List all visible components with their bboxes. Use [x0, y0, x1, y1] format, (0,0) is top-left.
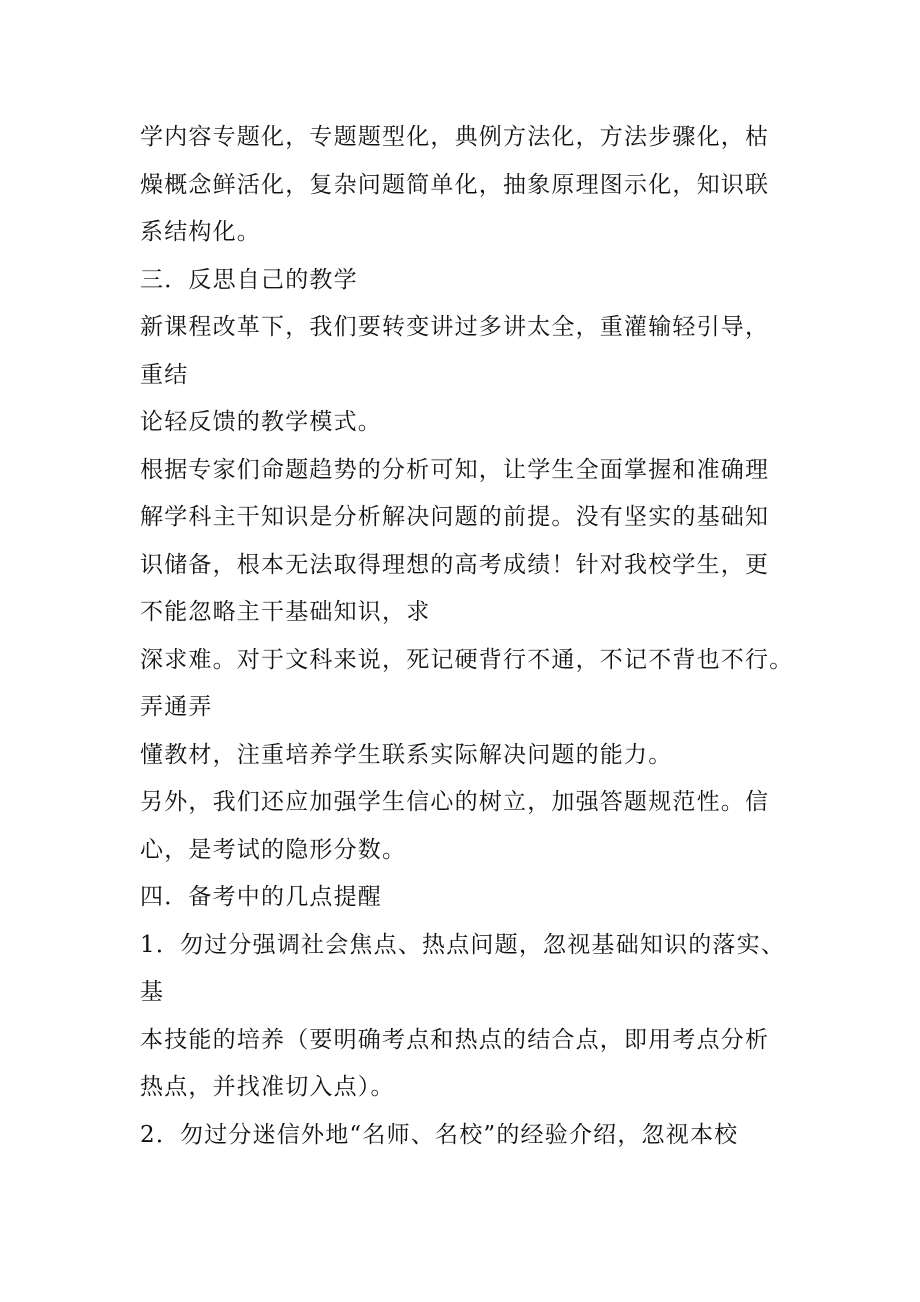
text-line: 不能忽略主干基础知识，求: [140, 599, 431, 625]
section-heading-4: 四．备考中的几点提醒: [140, 884, 382, 910]
text-line: 系结构化。: [140, 219, 261, 245]
list-item-1: 1．勿过分强调社会焦点、热点问题，忽视基础知识的落实、: [140, 931, 786, 958]
text-line: 识储备，根本无法取得理想的高考成绩！针对我校学生，更: [140, 551, 770, 578]
text-line: 燥概念鲜活化，复杂问题简单化，抽象原理图示化，知识联: [140, 171, 770, 198]
text-line: 论轻反馈的教学模式。: [140, 409, 382, 435]
text-line: 热点，并找准切入点）。: [140, 1074, 395, 1100]
text-line: 根据专家们命题趋势的分析可知，让学生全面掌握和准确理: [140, 456, 770, 483]
text-line: 心，是考试的隐形分数。: [140, 836, 407, 863]
text-line: 重结: [140, 361, 189, 388]
text-line: 解学科主干知识是分析解决问题的前提。没有坚实的基础知: [140, 504, 770, 530]
text-line: 本技能的培养（要明确考点和热点的结合点，即用考点分析: [140, 1026, 770, 1053]
text-line: 基: [140, 979, 165, 1005]
text-line: 懂教材，注重培养学生联系实际解决问题的能力。: [140, 741, 673, 768]
text-line: 新课程改革下，我们要转变讲过多讲太全，重灌输轻引导，: [140, 314, 770, 340]
text-line: 另外，我们还应加强学生信心的树立，加强答题规范性。信: [140, 789, 770, 815]
text-line: 弄通弄: [140, 694, 213, 720]
text-line: 深求难。对于文科来说，死记硬背行不通，不记不背也不行。: [140, 646, 794, 673]
section-heading-3: 三．反思自己的教学: [140, 266, 358, 293]
document-body: [140, 114, 800, 1159]
text-line: 学内容专题化，专题题型化，典例方法化，方法步骤化，枯: [140, 124, 770, 150]
list-item-2: 2．勿过分迷信外地“名师、名校”的经验介绍，忽视本校: [140, 1121, 739, 1148]
